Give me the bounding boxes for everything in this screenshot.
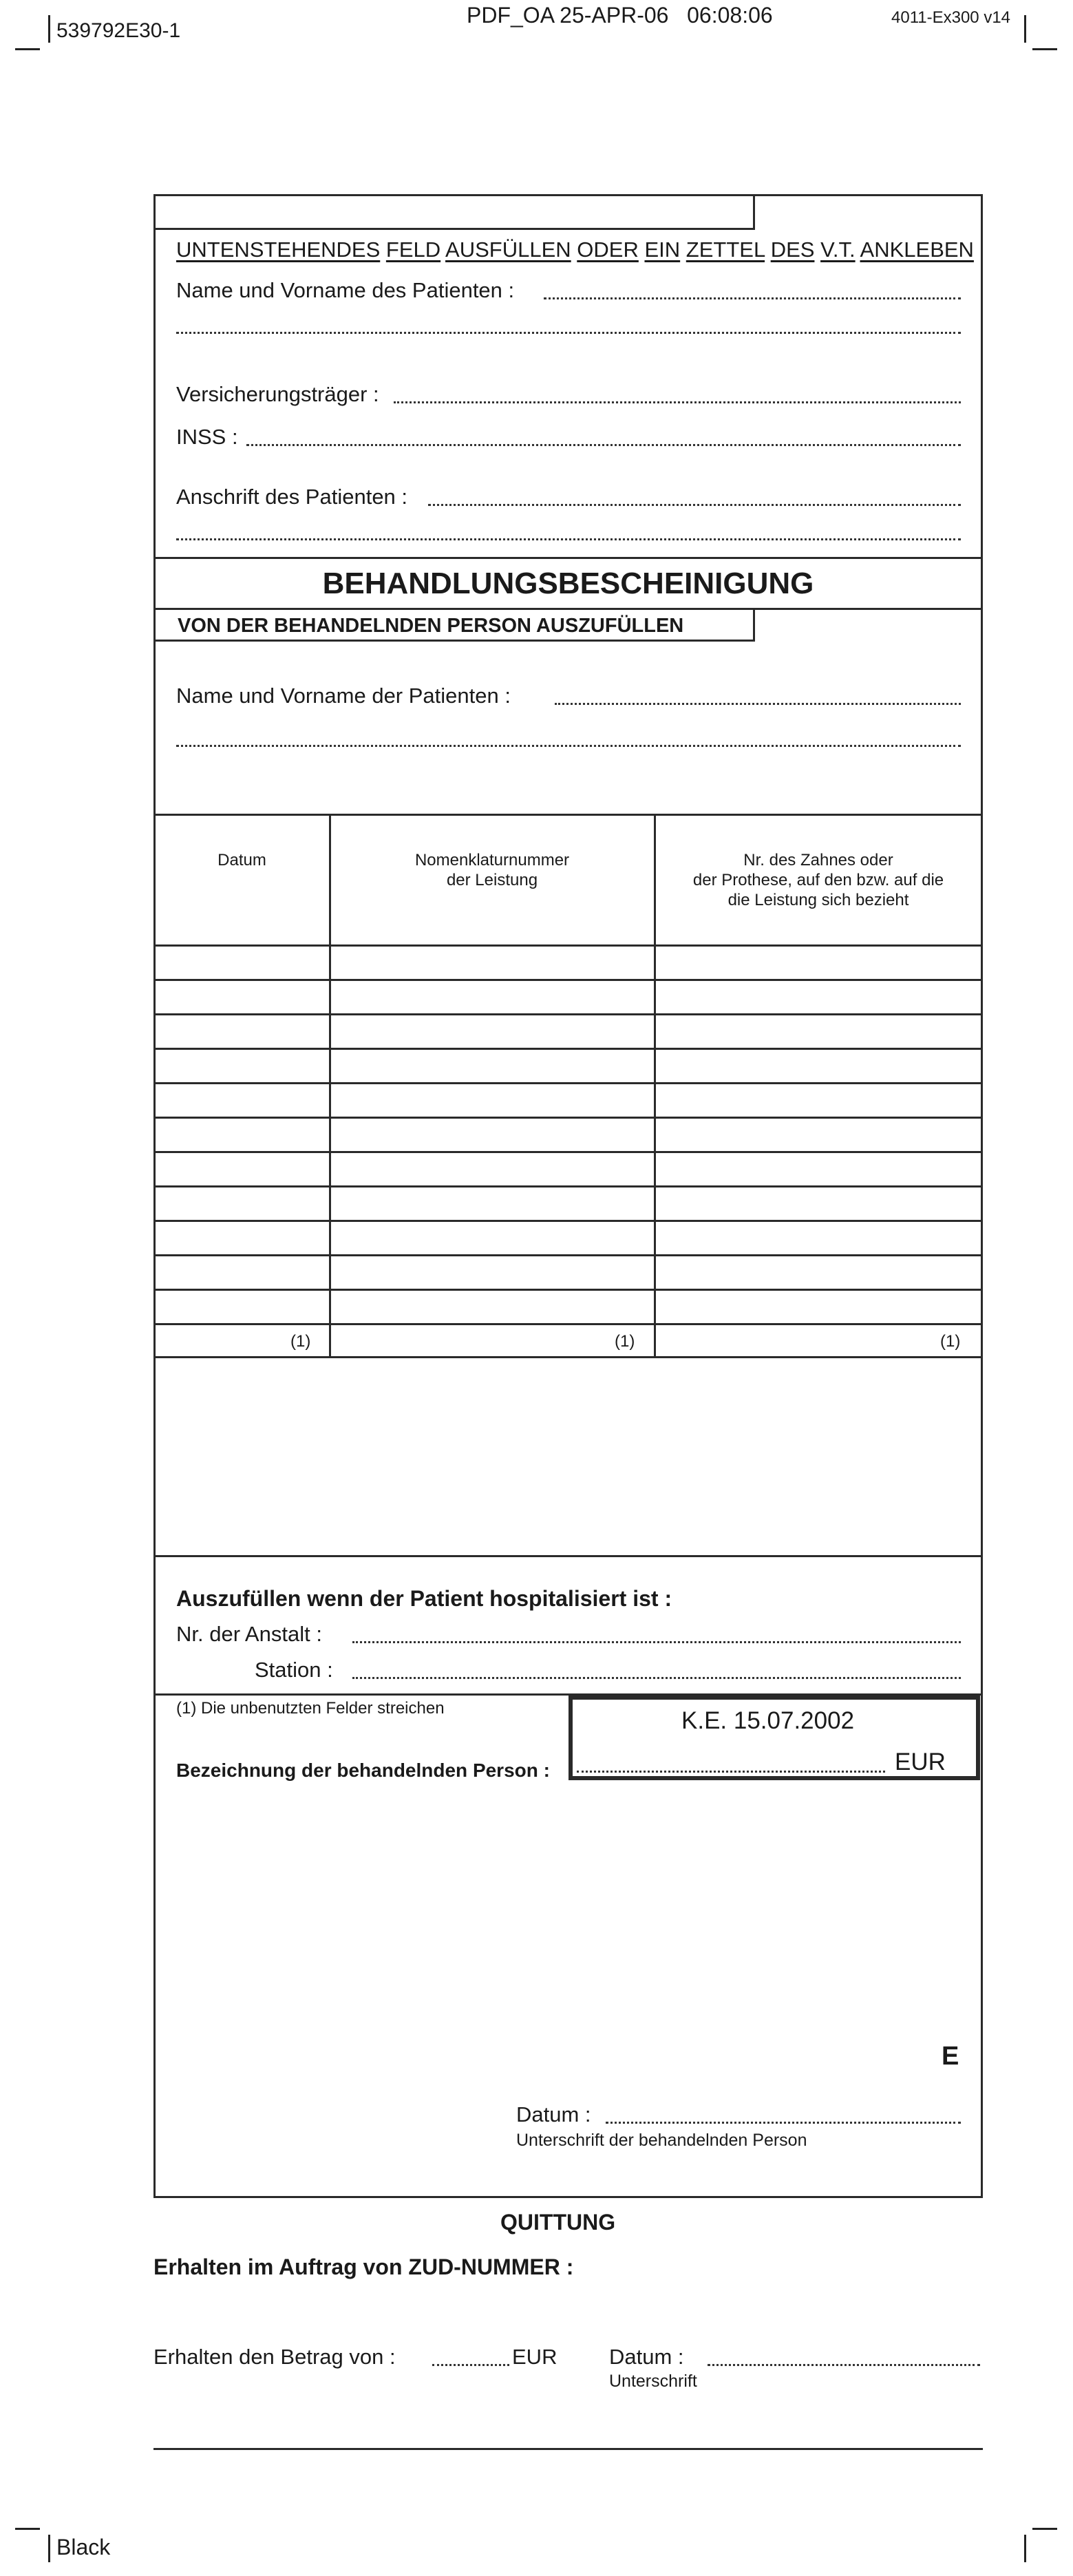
patient-name-field-2[interactable] (176, 332, 961, 334)
address-field-2[interactable] (176, 538, 961, 540)
table-row-line (153, 979, 983, 981)
receipt-title: QUITTUNG (500, 2210, 616, 2235)
top-box-divider (753, 194, 755, 229)
footnote-mark-code: (1) (615, 1332, 635, 1351)
footnote-mark-tooth: (1) (940, 1332, 961, 1351)
practitioner-label: Bezeichnung der behandelnden Person : (176, 1760, 550, 1781)
crop-mark-top-left-h (15, 48, 40, 50)
receipt-on-behalf: Erhalten im Auftrag von ZUD-NUMMER : (153, 2255, 574, 2279)
table-header-code: Nomenklaturnummer der Leistung (414, 851, 570, 889)
patient-name-field[interactable] (544, 297, 961, 299)
instruction-line: UNTENSTEHENDES FELD AUSFÜLLEN ODER EIN ZETTEL DES V.T. ANKLEBEN (176, 237, 974, 262)
practitioner-date-field[interactable] (606, 2122, 961, 2124)
table-row-line (153, 1117, 983, 1119)
footnote-mark-date: (1) (290, 1332, 311, 1351)
hospital-heading: Auszufüllen wenn der Patient hospitalisiert ist : (176, 1586, 672, 1611)
certificate-title: BEHANDLUNGSBESCHEINIGUNG (322, 567, 814, 600)
form-version: 4011-Ex300 v14 (891, 8, 1011, 27)
cert-patient-name-field-2[interactable] (176, 745, 961, 747)
insurer-field[interactable] (394, 401, 961, 403)
address-field[interactable] (428, 504, 961, 506)
ward-label: Station : (255, 1658, 333, 1682)
address-label: Anschrift des Patienten : (176, 485, 408, 509)
crop-mark-top-right-h (1032, 48, 1057, 50)
institution-label: Nr. der Anstalt : (176, 1622, 322, 1646)
table-row-line (153, 1048, 983, 1050)
top-box-line (153, 228, 755, 230)
receipt-amount-field[interactable] (432, 2364, 509, 2366)
form-letter-e: E (942, 2042, 959, 2071)
crop-mark-bottom-left-v (48, 2535, 50, 2562)
crop-mark-bottom-left-h (15, 2528, 40, 2530)
table-col-divider-1 (329, 814, 331, 1358)
practitioner-field[interactable] (577, 1771, 885, 1773)
inss-label: INSS : (176, 425, 238, 449)
receipt-date-field[interactable] (708, 2364, 980, 2366)
crop-mark-top-right-v (1024, 15, 1026, 43)
table-row-line (153, 1151, 983, 1153)
color-separation-label: Black (56, 2535, 111, 2559)
insurer-label: Versicherungsträger : (176, 382, 379, 406)
table-row-line (153, 1185, 983, 1187)
table-row-line (153, 1013, 983, 1015)
table-header-bottom-line (153, 944, 983, 947)
receipt-amount-label: Erhalten den Betrag von : (153, 2345, 396, 2369)
table-row-line (153, 1254, 983, 1256)
patient-name-label: Name und Vorname des Patienten : (176, 278, 515, 302)
inss-field[interactable] (246, 444, 961, 446)
cert-patient-name-label: Name und Vorname der Patienten : (176, 684, 511, 708)
crop-mark-bottom-right-h (1032, 2528, 1057, 2530)
ke-date: K.E. 15.07.2002 (681, 1707, 855, 1734)
receipt-date-label: Datum : (609, 2345, 684, 2369)
table-header-date: Datum (217, 851, 266, 869)
document-id: 539792E30-1 (56, 19, 181, 42)
receipt-bottom-rule (153, 2448, 983, 2450)
practitioner-date-label: Datum : (516, 2102, 591, 2126)
crop-mark-top-left-v (48, 15, 50, 43)
institution-field[interactable] (352, 1641, 961, 1643)
receipt-currency: EUR (512, 2345, 557, 2369)
practitioner-signature-caption: Unterschrift der behandelnden Person (516, 2131, 807, 2150)
certificate-subtitle: VON DER BEHANDELNDEN PERSON AUSZUFÜLLEN (178, 615, 684, 637)
table-bottom-line (153, 1356, 983, 1358)
table-row-line (153, 1289, 983, 1291)
print-timestamp: PDF_OA 25-APR-06 06:08:06 (467, 3, 773, 28)
table-row-line (153, 1323, 983, 1325)
unused-fields-footnote: (1) Die unbenutzten Felder streichen (176, 1699, 445, 1718)
table-row-line (153, 1082, 983, 1084)
table-header-tooth: Nr. des Zahnes oder der Prothese, auf den bzw. auf die die Leistung sich bezieht (692, 851, 944, 909)
cert-patient-name-field[interactable] (555, 703, 961, 705)
divider-certificate-top (153, 557, 983, 559)
table-top-line (153, 814, 983, 816)
table-row-line (153, 1220, 983, 1222)
receipt-signature-caption: Unterschrift (609, 2372, 697, 2391)
divider-hospital-top (153, 1555, 983, 1557)
crop-mark-bottom-right-v (1024, 2535, 1026, 2562)
ward-field[interactable] (352, 1677, 961, 1679)
practitioner-currency: EUR (895, 1749, 946, 1775)
